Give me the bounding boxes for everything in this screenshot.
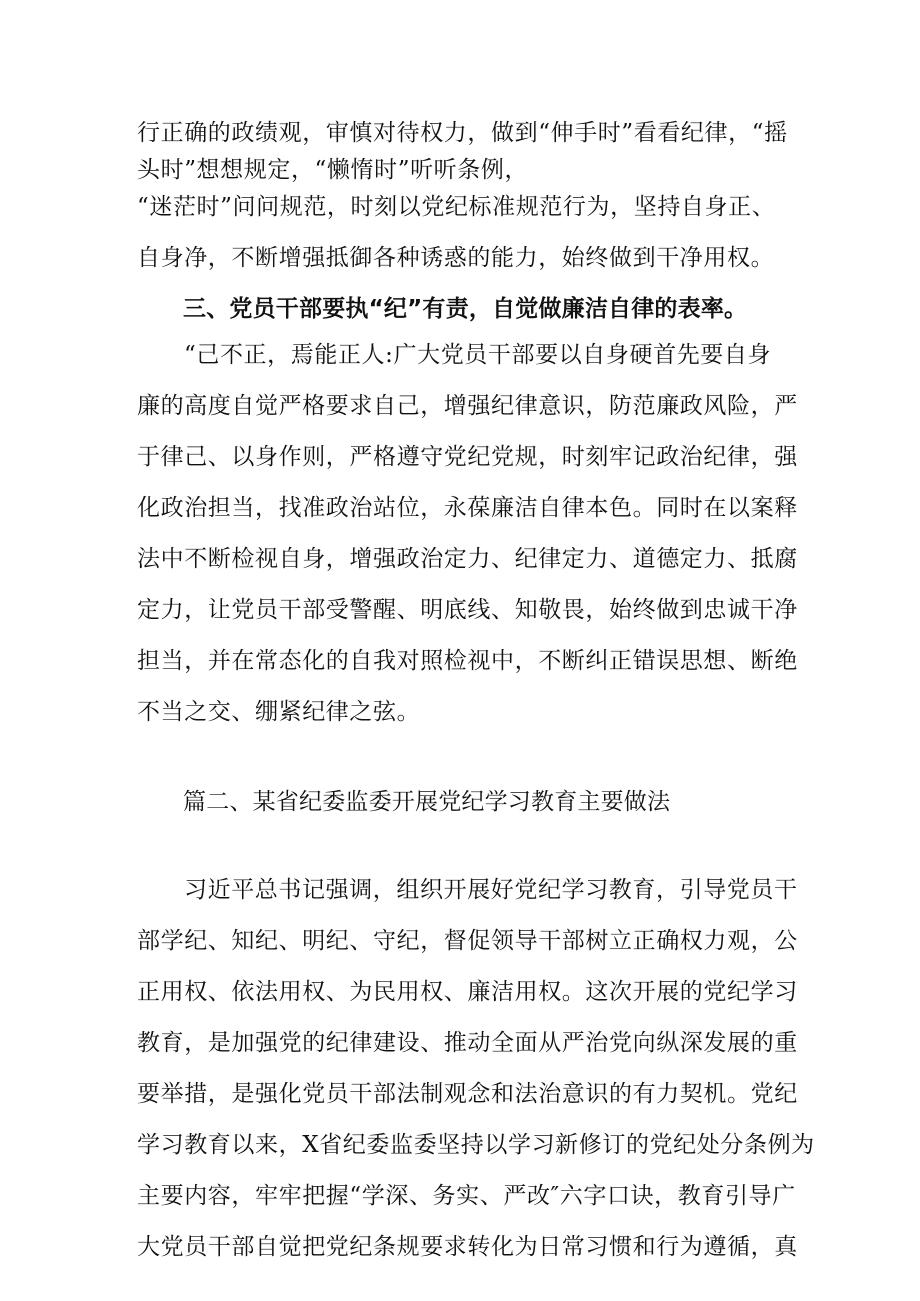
paragraph-line: 习近平总书记强调，组织开展好党纪学习教育，引导党员干 — [184, 877, 798, 903]
paragraph-line: 化政治担当，找准政治站位，永葆廉洁自律本色。同时在以案释 — [137, 495, 798, 521]
paragraph-line: 廉的高度自觉严格要求自己，增强纪律意识，防范廉政风险，严 — [137, 393, 798, 419]
paragraph-line: “迷茫时”问问规范，时刻以党纪标准规范行为，坚持自身正、 — [137, 194, 776, 220]
section-heading: 三、党员干部要执“纪”有责，自觉做廉洁自律的表率。 — [183, 296, 748, 322]
paragraph-line: 担当，并在常态化的自我对照检视中，不断纠正错误思想、断绝 — [137, 648, 798, 674]
paragraph-line: 自身净，不断增强抵御各种诱惑的能力，始终做到干净用权。 — [137, 245, 775, 271]
paragraph-line: 于律己、以身作则，严格遵守党纪党规，时刻牢记政治纪律，强 — [137, 444, 798, 470]
paragraph-line: 定力，让党员干部受警醒、明底线、知敬畏，始终做到忠诚干净 — [137, 597, 798, 623]
paragraph-line: 不当之交、绷紧纪律之弦。 — [137, 699, 421, 725]
paragraph-line: 行正确的政绩观，审慎对待权力，做到“伸手时”看看纪律，“摇 — [137, 120, 788, 146]
paragraph-line: 主要内容，牢牢把握“学深、务实、严改″六字口诀，教育引导广 — [137, 1183, 796, 1209]
paragraph-line: 正用权、依法用权、为民用权、廉洁用权。这次开展的党纪学习 — [137, 979, 798, 1005]
paragraph-line: “己不正，焉能正人:广大党员干部要以自身硬首先要自身 — [184, 342, 772, 368]
paragraph-line: 学习教育以来，X省纪委监委坚持以学习新修订的党纪处分条例为 — [137, 1132, 815, 1158]
paragraph-line: 教育，是加强党的纪律建设、推动全面从严治党向纵深发展的重 — [137, 1030, 798, 1056]
article-title: 篇二、某省纪委监委开展党纪学习教育主要做法 — [183, 789, 671, 815]
paragraph-line: 大党员干部自觉把党纪条规要求转化为日常习惯和行为遵循，真 — [137, 1234, 798, 1260]
paragraph-line: 法中不断检视自身，增强政治定力、纪律定力、道德定力、抵腐 — [137, 546, 798, 572]
paragraph-line: 头时”想想规定，“懒惰时”听听条例， — [137, 157, 529, 183]
paragraph-line: 要举措，是强化党员干部法制观念和法治意识的有力契机。党纪 — [137, 1081, 798, 1107]
paragraph-line: 部学纪、知纪、明纪、守纪，督促领导干部树立正确权力观，公 — [137, 928, 798, 954]
